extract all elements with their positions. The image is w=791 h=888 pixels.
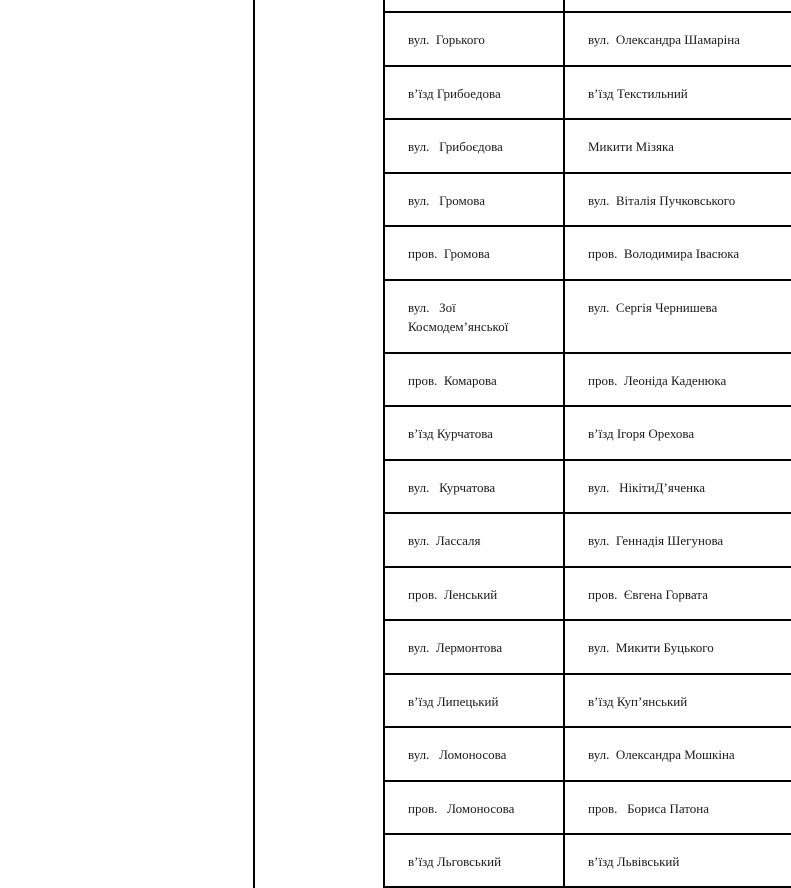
old-street-name: пров. Ломоносова bbox=[408, 801, 515, 816]
table-row bbox=[383, 225, 791, 279]
new-street-name: вул. Олександра Шамаріна bbox=[588, 32, 740, 47]
column-divider-left bbox=[253, 0, 255, 888]
old-street-name: в’їзд Льговський bbox=[408, 854, 502, 869]
table-row bbox=[383, 512, 791, 566]
table-row bbox=[383, 780, 791, 834]
old-street-name: вул. Курчатова bbox=[408, 480, 496, 495]
table-row bbox=[383, 11, 791, 65]
old-street-name: вул. Горького bbox=[408, 32, 485, 47]
new-street-name: пров. Бориса Патона bbox=[588, 801, 710, 816]
table-row bbox=[383, 65, 791, 119]
table-row bbox=[383, 459, 791, 513]
table-row bbox=[383, 118, 791, 172]
old-street-name: в’їзд Грибоедова bbox=[408, 86, 501, 101]
old-street-name: пров. Комарова bbox=[408, 373, 497, 388]
table-row bbox=[383, 352, 791, 406]
old-street-name: вул. Грибоєдова bbox=[408, 139, 503, 154]
old-street-name: вул. Лермонтова bbox=[408, 640, 503, 655]
new-street-name: пров. Володимира Івасюка bbox=[588, 246, 740, 261]
old-street-name: в’їзд Курчатова bbox=[408, 426, 493, 441]
new-street-name: вул. Геннадія Шегунова bbox=[588, 533, 724, 548]
table-row bbox=[383, 833, 791, 887]
table-row bbox=[383, 726, 791, 780]
table-row bbox=[383, 279, 791, 352]
old-street-name: пров. Громова bbox=[408, 246, 490, 261]
new-street-name: вул. Микити Буцького bbox=[588, 640, 714, 655]
new-street-name: Микити Мізяка bbox=[588, 139, 674, 154]
old-street-name: в’їзд Липецький bbox=[408, 694, 499, 709]
new-street-name: в’їзд Куп’янський bbox=[588, 694, 688, 709]
table-row bbox=[383, 405, 791, 459]
new-street-name: пров. Леоніда Каденюка bbox=[588, 373, 727, 388]
new-street-name: в’їзд Текстильний bbox=[588, 86, 688, 101]
old-street-name: вул. Лассаля bbox=[408, 533, 481, 548]
old-street-name: вул. Зої Космодем’янської bbox=[408, 300, 509, 334]
old-street-name: пров. Ленський bbox=[408, 587, 498, 602]
table-row bbox=[383, 673, 791, 727]
new-street-name: вул. Сергія Чернишева bbox=[588, 300, 718, 315]
new-street-name: вул. Віталія Пучковського bbox=[588, 193, 736, 208]
new-street-name: в’їзд Ігоря Орехова bbox=[588, 426, 695, 441]
new-street-name: вул. Олександра Мошкіна bbox=[588, 747, 735, 762]
old-street-name: вул. Ломоносова bbox=[408, 747, 507, 762]
table-row bbox=[383, 566, 791, 620]
new-street-name: пров. Євгена Горвата bbox=[588, 587, 708, 602]
new-street-name: вул. НікітиД’яченка bbox=[588, 480, 706, 495]
table-row bbox=[383, 172, 791, 226]
new-street-name: в’їзд Львівський bbox=[588, 854, 680, 869]
old-street-name: вул. Громова bbox=[408, 193, 486, 208]
table-row bbox=[383, 619, 791, 673]
